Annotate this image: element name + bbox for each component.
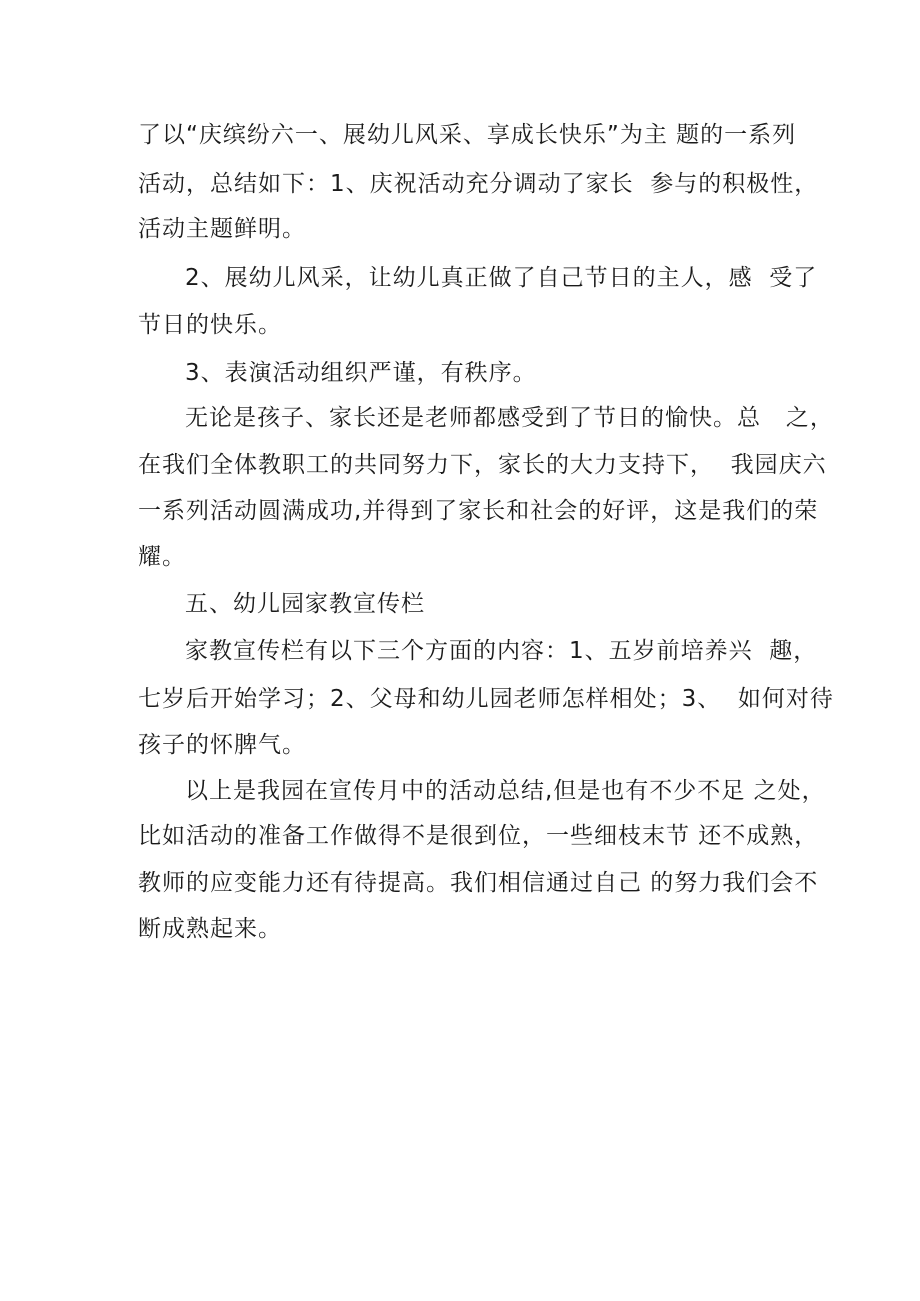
text-line: 以上是我园在宣传月中的活动总结,但是也有不少不足 之处， — [185, 778, 826, 804]
text-line: 家教宣传栏有以下三个方面的内容：1、五岁前培养兴 趣， — [185, 638, 818, 664]
text-line: 无论是孩子、家长还是老师都感受到了节日的愉快。总 之， — [185, 405, 834, 431]
text-line: 2、展幼儿风采，让幼儿真正做了自己节日的主人，感 受了 — [185, 265, 818, 291]
text-line: 比如活动的准备工作做得不是很到位，一些细枝末节 还不成熟， — [138, 823, 819, 849]
text-line: 活动，总结如下：1、庆祝活动充分调动了家长 参与的积极性， — [138, 171, 819, 197]
text-line: 一系列活动圆满成功,并得到了家长和社会的好评，这是我们的荣 — [138, 498, 819, 524]
text-line: 七岁后开始学习；2、父母和幼儿园老师怎样相处；3、 如何对待 — [138, 686, 834, 712]
text-line: 断成熟起来。 — [138, 916, 282, 942]
text-line: 了以“庆缤纷六一、展幼儿风采、享成长快乐”为主 题的一系列 — [138, 122, 797, 148]
text-line: 孩子的怀脾气。 — [138, 732, 306, 758]
text-line: 教师的应变能力还有待提高。我们相信通过自己 的努力我们会不 — [138, 870, 819, 896]
text-line: 3、表演活动组织严谨，有秩序。 — [185, 360, 537, 386]
text-line: 在我们全体教职工的共同努力下，家长的大力支持下， 我园庆六 — [138, 452, 827, 478]
text-line: 耀。 — [138, 544, 186, 570]
text-line: 节日的快乐。 — [138, 312, 282, 338]
section-heading: 五、幼儿园家教宣传栏 — [185, 591, 425, 617]
text-line: 活动主题鲜明。 — [138, 216, 306, 242]
